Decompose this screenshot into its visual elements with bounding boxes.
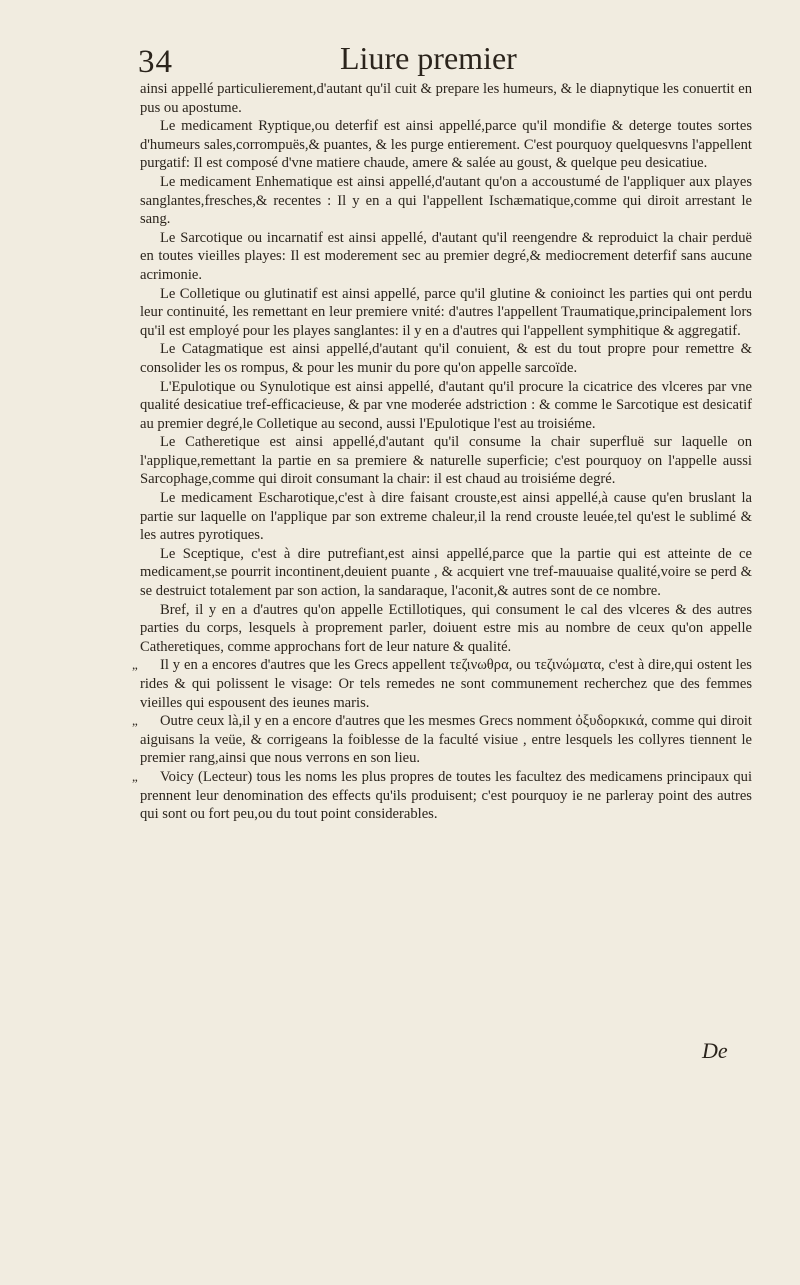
paragraph: Bref, il y en a d'autres qu'on appelle Ectillotiques, qui consument le cal des vlceres & des autres parties du corps, lesquels à proprement parler, doiuent estre mis au nombre de ceux qu'on appelle Catheretiques, comme approchans fort de leur nature & qualité. [140, 601, 752, 655]
paragraph: ainsi appellé particulierement,d'autant qu'il cuit & prepare les humeurs, & le diapnytique les conuertit en pus ou apostume. [140, 81, 752, 116]
quote-mark: „ [132, 713, 138, 729]
paragraph: Le Sceptique, c'est à dire putrefiant,est ainsi appellé,parce que la partie qui est atteinte de ce medicament,se pourrit incontinent,deuient puante , & acquiert vne tref-mauuaise qualité,voire se perd & se destruict totalement par son action, la sandaraque, l'aconit,& autres sont de ce nombre. [140, 545, 752, 600]
catchword: De [702, 1038, 728, 1063]
quoted-text: Voicy (Lecteur) tous les noms les plus propres de toutes les facultez des medicamens principaux qui prennent leur denomination des effects qu'ils produisent; c'est pourquoy ie ne parleray point des autres qui sont ou fort peu,ou du tout point considerables. [140, 768, 752, 823]
quoted-text: Il y en a encores d'autres que les Grecs appellent τεζινωθρα, ou τεζινώματα, c'est à dire,qui ostent les rides & qui polissent le visage: Or tels remedes ne sont communement recherchez que des femmes vieilles qui espousent des ieunes maris. [140, 657, 752, 711]
paragraph: Le medicament Ryptique,ou deterfif est ainsi appellé,parce qu'il mondifie & deterge toutes sortes d'humeurs sales,corrompuës,& puantes, & les purge entierement. C'est pourquoy quelquesvns l'appellent purgatif: Il est composé d'vne matiere chaude, amere & salée au goust, & quelque peu desicatiue. [140, 118, 752, 172]
quoted-paragraph [132, 656, 752, 712]
quoted-text: Outre ceux là,il y en a encore d'autres que les mesmes Grecs nomment ὀξυδορκικά, comme qui diroit aiguisans la veüe, & corrigeans la foiblesse de la faculté visiue , entre lesquels les collyres tiennent le premier rang,ainsi que nous verrons en son lieu. [140, 713, 752, 767]
quote-mark: „ [132, 768, 138, 784]
quote-mark: „ [132, 657, 138, 673]
paragraph: Le medicament Enhematique est ainsi appellé,d'autant qu'on a accoustumé de l'appliquer aux playes sanglantes,fresches,& recentes : Il y en a qui l'appellent Ischæmatique,comme qui diroit arrestant le sang. [140, 173, 752, 228]
running-head: Liure premier [340, 40, 517, 76]
paragraph: Le Catheretique est ainsi appellé,d'autant qu'il consume la chair superfluë sur laquelle on l'applique,remettant la partie en sa premiere & naturelle superficie; c'est pourquoy on l'appelle aussi Sarcophage,comme qui diroit consumant la chair: il est chaud au troisiéme degré. [140, 434, 752, 488]
body-text [132, 80, 752, 824]
quoted-paragraph [132, 712, 752, 768]
page-number: 34 [138, 44, 173, 80]
paragraph: Le Sarcotique ou incarnatif est ainsi appellé, d'autant qu'il reengendre & reproduict la chair perduë en toutes vieilles playes: Il est moderement sec au premier degré,& mediocrement deterfif sans aucune acrimonie. [140, 229, 752, 283]
paragraph: L'Epulotique ou Synulotique est ainsi appellé, d'autant qu'il procure la cicatrice des vlceres par vne qualité desicatiue tref-efficacieuse, & par vne moderée adstriction : & comme le Sarcotique est desicatif au premier degré,le Colletique au second, aussi l'Epulotique l'est au troisiéme. [140, 378, 752, 432]
paragraph: Le Catagmatique est ainsi appellé,d'autant qu'il conuient, & est du tout propre pour remettre & consolider les os rompus, & pour les munir du pore qu'on appelle sarcoïde. [140, 341, 752, 376]
quoted-paragraph [132, 768, 752, 824]
paragraph: Le Colletique ou glutinatif est ainsi appellé, parce qu'il glutine & conioinct les parties qui ont perdu leur continuité, les remettant en leur premiere vnité: d'autres l'appellent Traumatique,principalement lors qu'il est employé pour les playes sanglantes: il y en a d'autres qui l'appellent symphitique & aggregatif. [140, 285, 752, 339]
paragraph: Le medicament Escharotique,c'est à dire faisant crouste,est ainsi appellé,à cause qu'en bruslant la partie sur laquelle on l'applique par son extreme chaleur,il la rend crouste leuée,tel qu'est le sublimé & les autres pyrotiques. [140, 490, 752, 544]
